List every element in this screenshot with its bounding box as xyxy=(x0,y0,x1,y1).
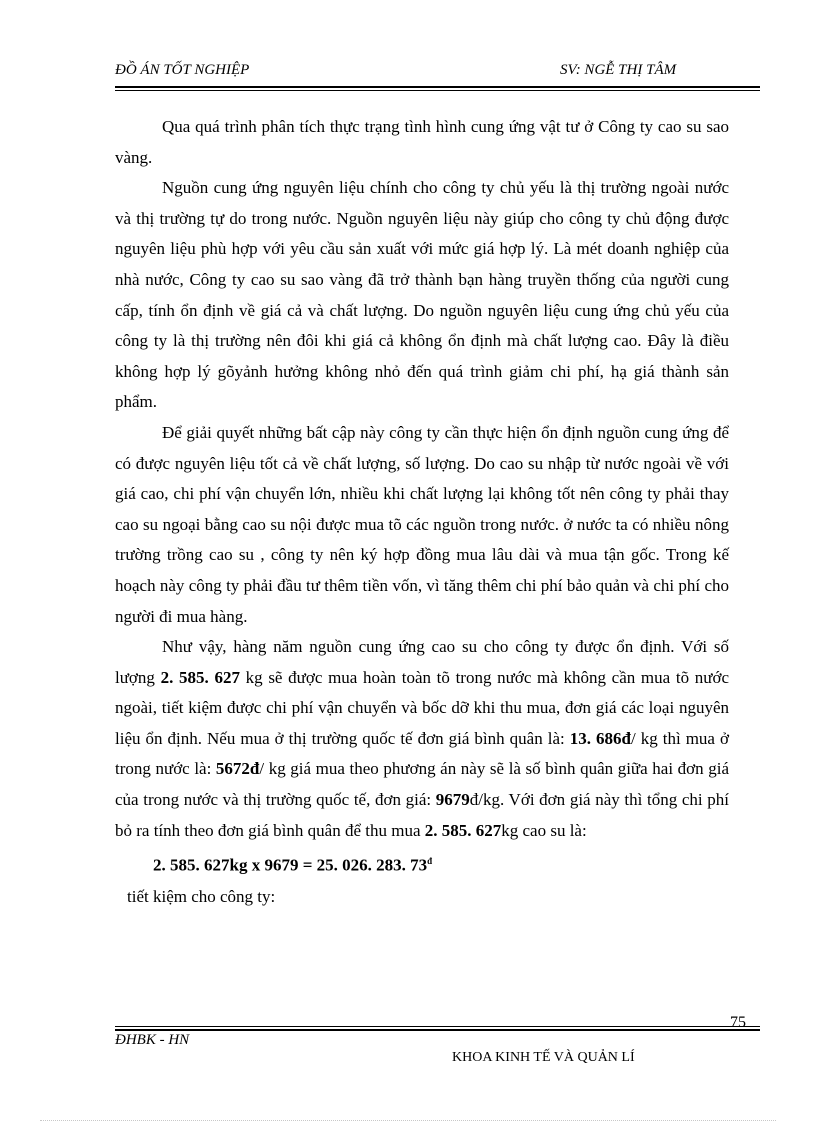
equation-currency: đ xyxy=(427,856,433,867)
p4-quantity-2: 2. 585. 627 xyxy=(424,820,502,840)
p4-text-g: kg cao su là: xyxy=(501,820,587,840)
p4-text-a: Như vậy, hàng năm nguồn cung ứng cao su cho công ty được ổn định. Với số lượng xyxy=(115,637,729,687)
paragraph-1: Qua quá trình phân tích thực trạng tình hình cung ứng vật tư ở Công ty cao su sao vàng. xyxy=(115,117,729,167)
footer-school: ĐHBK - HN xyxy=(115,1032,190,1048)
equation-text: 2. 585. 627kg x 9679 = 25. 026. 283. 73 xyxy=(153,855,428,875)
footer-faculty: KHOA KINH TẾ VÀ QUẢN LÍ xyxy=(452,1050,635,1065)
paragraph-3: Để giải quyết những bất cập này công ty cần thực hiện ổn định nguồn cung ứng để có được nguyên liệu tốt cả về chất lượng, số lượng. Do cao su nhập từ nước ngoài về với giá cao, chi phí vận chuyển lớn, nhiều khi chất lượng lại không tốt nên công ty phải thay cao su ngoại bằng cao su nội được mua tõ các nguồn trong nước. ở nước ta có nhiều nông trường trồng cao su , công ty nên ký hợp đồng mua lâu dài và mua tận gốc. Trong kế hoạch này công ty phải đầu tư thêm tiền vốn, vì tăng thêm chi phí bảo quản và chi phí cho người đi mua hàng. xyxy=(115,422,729,626)
p4-text-c: kg sẽ được mua hoàn toàn tõ trong nước mà không cần mua tõ nước ngoài, tiết kiệm được chi phí vận chuyển và bốc dỡ khi thu mua, đơn giá các loại nguyên liệu ổn định. Nếu mua ở thị trường quốc tế đơn giá bình quân là: xyxy=(115,667,730,748)
p4-text-d: / kg thì mua ở trong nước là: xyxy=(115,728,729,779)
p4-text-e: / kg giá mua theo phương án này sẽ là số bình quân giữa hai đơn giá của trong nước và thị trường quốc tế, đơn giá: xyxy=(115,759,729,810)
header-rule-thin xyxy=(115,90,760,91)
paragraph-2: Nguồn cung ứng nguyên liệu chính cho công ty chủ yếu là thị trường ngoài nước và thị trường tự do trong nước. Nguồn nguyên liệu này giúp cho công ty chủ động được nguyên liệu phù hợp với yêu cầu sản xuất với mức giá hợp lý. Là mét doanh nghiệp của nhà nước, Công ty cao su sao vàng đã trở thành bạn hàng truyền thống của người cung cấp, tính ổn định về giá cả và chất lượng. Do nguồn nguyên liệu cung ứng chủ yếu của công ty là thị trường nên đôi khi giá cả không ổn định mà chất lượng cao. Đây là điều không hợp lý gõyảnh hưởng không nhỏ đến quá trình giảm chi phí, hạ giá thành sản phẩm. xyxy=(115,178,729,412)
footer-rule-thick xyxy=(115,1029,760,1031)
footer-rule-thin xyxy=(115,1026,760,1027)
p4-intl-price: 13. 686đ xyxy=(569,728,631,748)
page-number: 75 xyxy=(730,1014,746,1031)
header-title: ĐỒ ÁN TỐT NGHIỆP xyxy=(115,62,250,78)
paragraph-savings: tiết kiệm cho công ty: xyxy=(127,886,276,906)
header-rule-thick xyxy=(115,86,760,88)
p4-avg-price: 9679 xyxy=(435,790,470,810)
document-body xyxy=(115,112,729,912)
p4-domestic-price: 5672đ xyxy=(215,759,260,779)
header-student: SV: NGỄ THỊ TÂM xyxy=(560,62,677,78)
page-header xyxy=(115,62,760,84)
p4-quantity: 2. 585. 627 xyxy=(160,667,240,687)
page-bottom-border xyxy=(40,1120,776,1121)
cost-equation xyxy=(115,846,729,881)
p4-text-f: đ/kg. Với đơn giá này thì tổng chi phí bỏ ra tính theo đơn giá bình quân để thu mua xyxy=(115,790,729,840)
paragraph-4 xyxy=(115,632,729,846)
